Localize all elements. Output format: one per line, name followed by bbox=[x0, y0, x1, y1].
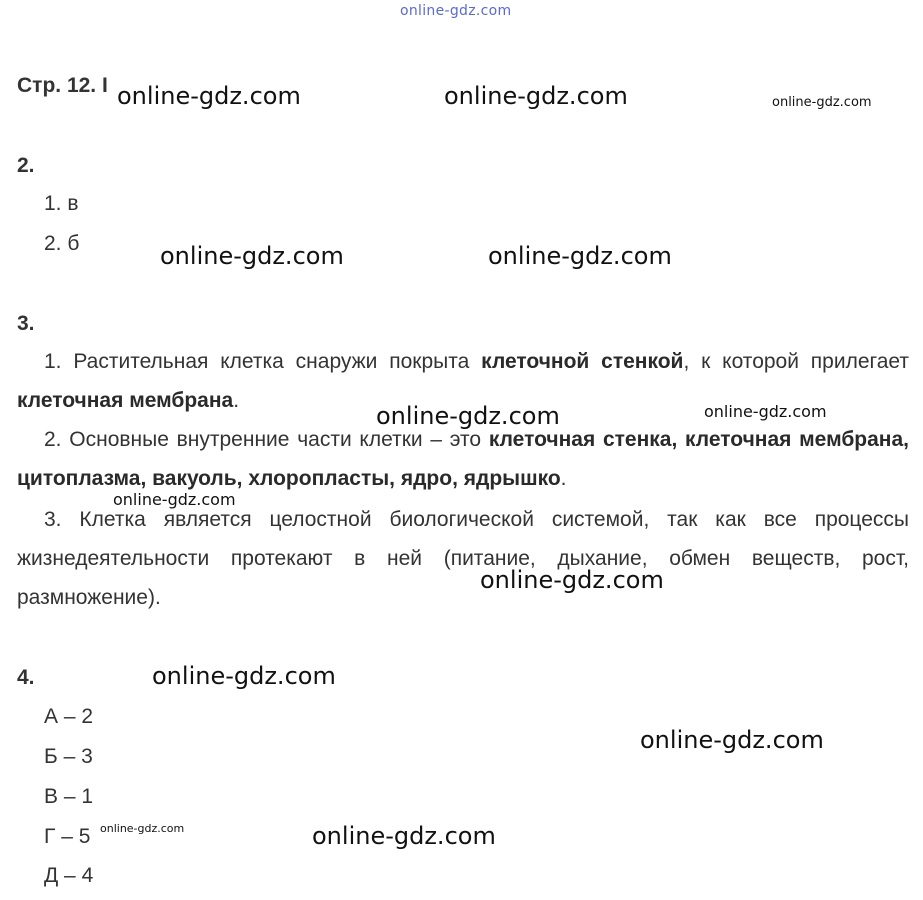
section-3-paragraph-2 bbox=[17, 420, 909, 498]
watermark: online-gdz.com bbox=[640, 726, 824, 754]
section-3-number: 3. bbox=[17, 312, 35, 335]
watermark: online-gdz.com bbox=[772, 95, 872, 110]
section-2-answer-2: 2. б bbox=[44, 232, 80, 255]
section-3-paragraph-3 bbox=[17, 500, 909, 617]
section-2-answer-1: 1. в bbox=[44, 192, 79, 215]
watermark: online-gdz.com bbox=[704, 402, 827, 421]
section-4-number: 4. bbox=[17, 666, 35, 689]
section-4-match-b: Б – 3 bbox=[44, 745, 93, 768]
watermark: online-gdz.com bbox=[152, 662, 336, 690]
watermark: online-gdz.com bbox=[160, 242, 344, 270]
watermark: online-gdz.com bbox=[480, 566, 664, 594]
s3p1-text-3: . bbox=[233, 389, 240, 412]
watermark-top: online-gdz.com bbox=[400, 3, 512, 19]
watermark: online-gdz.com bbox=[113, 490, 236, 509]
s3p3-text-1: 3. Клетка является целостной биологической системой, так как все процессы жизнедеятельности протекают в ней (питание, дыхание, обмен веществ, рост, размножение). bbox=[17, 508, 909, 609]
watermark: online-gdz.com bbox=[488, 242, 672, 270]
s3p1-bold-1: клеточной стенкой bbox=[481, 350, 684, 373]
watermark: online-gdz.com bbox=[312, 822, 496, 850]
watermark: online-gdz.com bbox=[117, 82, 301, 110]
watermark: online-gdz.com bbox=[444, 82, 628, 110]
watermark: online-gdz.com bbox=[376, 402, 560, 430]
watermark: online-gdz.com bbox=[100, 822, 185, 835]
s3p1-text-2: , к которой прилегает bbox=[683, 350, 909, 373]
section-2-number: 2. bbox=[17, 154, 35, 177]
section-4-match-c: В – 1 bbox=[44, 785, 94, 808]
section-4-match-d: Г – 5 bbox=[44, 825, 91, 848]
s3p2-text-2: . bbox=[560, 467, 567, 490]
s3p1-bold-2: клеточная мембрана bbox=[17, 389, 234, 412]
section-4-match-a: А – 2 bbox=[44, 705, 94, 728]
s3p2-text-1: 2. Основные внутренние части клетки – это bbox=[44, 428, 489, 451]
s3p1-text-1: 1. Растительная клетка снаружи покрыта bbox=[44, 350, 482, 373]
page-title: Стр. 12. I bbox=[17, 74, 108, 97]
s3p2-bold-1: клеточная стенка, клеточная мембрана, цитоплазма, вакуоль, хлоропласты, ядро, ядрышко bbox=[17, 428, 909, 490]
section-4-match-e: Д – 4 bbox=[44, 864, 94, 887]
